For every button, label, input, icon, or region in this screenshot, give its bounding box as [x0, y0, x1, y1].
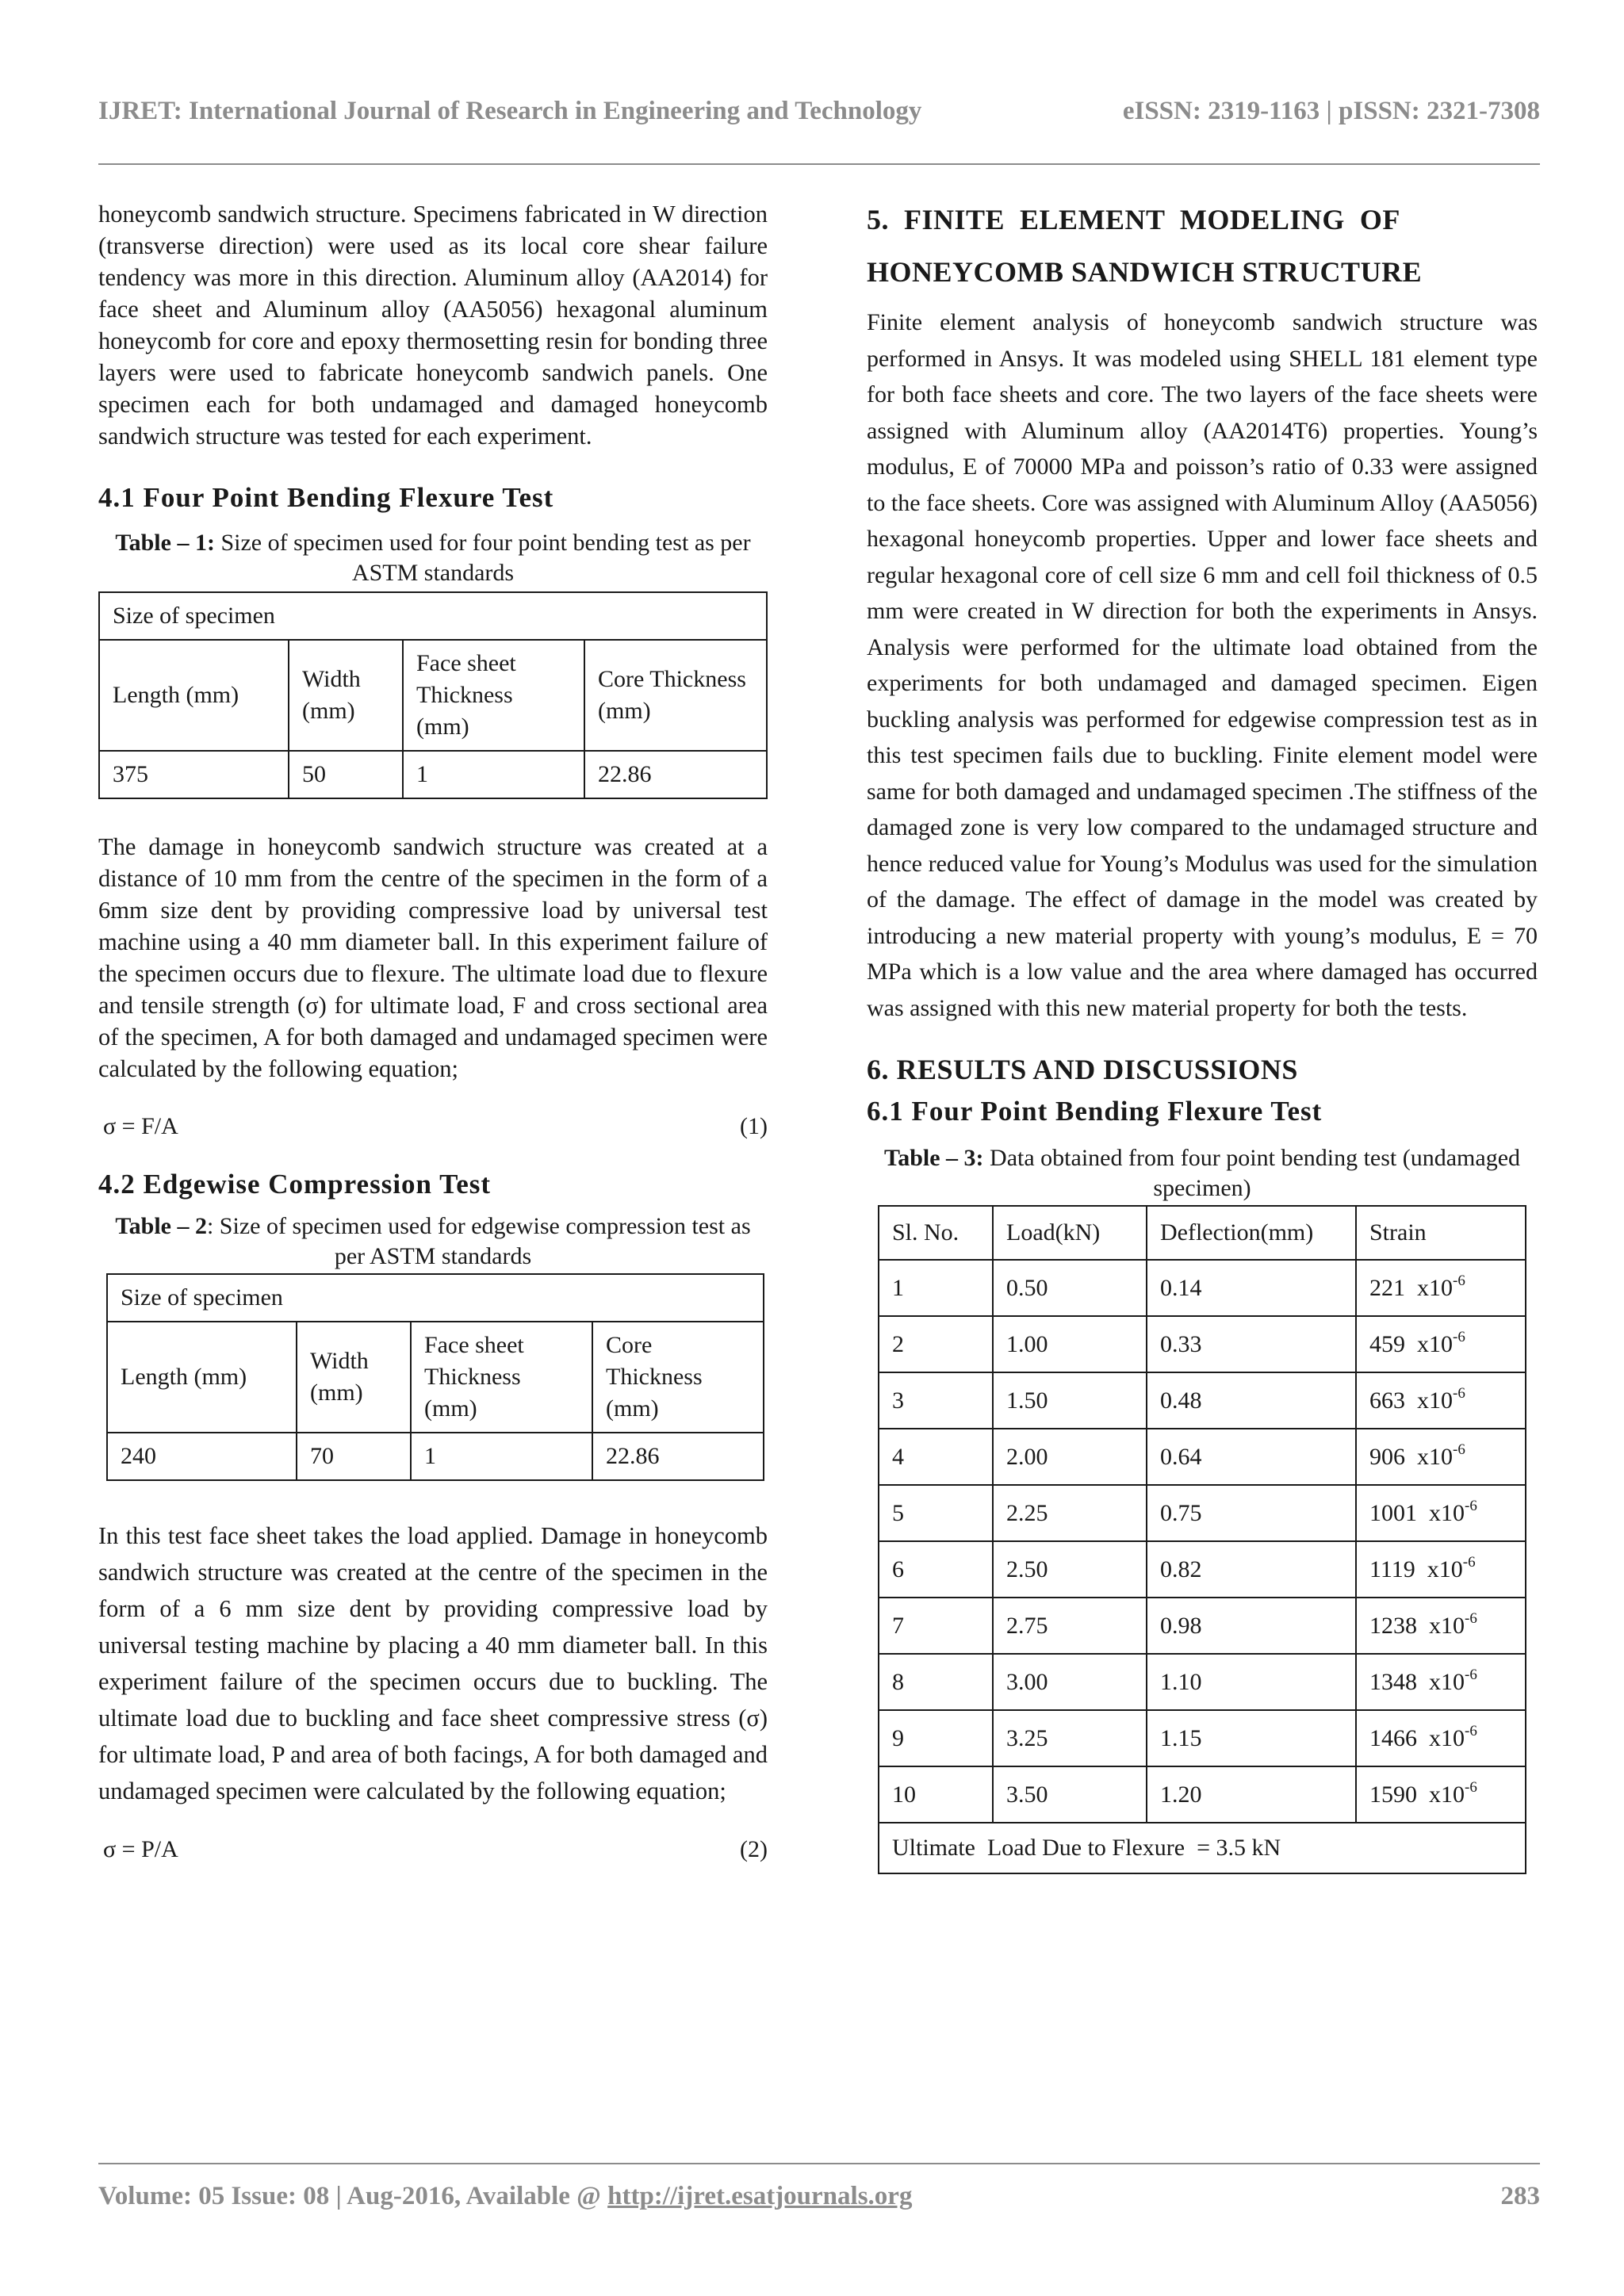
equation-1-number: (1) — [740, 1113, 768, 1139]
equation-2 — [98, 1836, 768, 1871]
section-4-1-title: 4.1 Four Point Bending Flexure Test — [98, 482, 554, 513]
page-header — [98, 97, 1540, 136]
left-column — [98, 198, 768, 1871]
table-3-cell: 0.75 — [1147, 1485, 1356, 1541]
section-4-2-title: 4.2 Edgewise Compression Test — [98, 1169, 492, 1200]
table-1-header: Core Thickness (mm) — [584, 640, 767, 751]
table-1-label: Table – 1: — [115, 530, 215, 556]
table-3-cell: 1.15 — [1147, 1710, 1356, 1766]
table-1 — [98, 591, 768, 799]
right-column — [867, 193, 1538, 1874]
section-5-title-line-2: HONEYCOMB SANDWICH STRUCTURE — [867, 256, 1423, 288]
table-3-header: Deflection(mm) — [1147, 1206, 1356, 1260]
table-3-cell: 0.98 — [1147, 1598, 1356, 1654]
table-1-cell: 50 — [289, 751, 403, 798]
strain-exponent: -6 — [1465, 1722, 1477, 1739]
table-2-header: Face sheet Thickness (mm) — [411, 1322, 592, 1433]
strain-value: 906 x10 — [1369, 1443, 1453, 1470]
section-5-title-line-1: 5. FINITE ELEMENT MODELING OF — [867, 204, 1400, 235]
table-3-cell: 2.50 — [993, 1541, 1147, 1598]
table-2-label: Table – 2 — [115, 1213, 207, 1239]
table-3-cell: 4 — [879, 1429, 993, 1485]
table-2-cell: 1 — [411, 1433, 592, 1480]
table-2-header: Width (mm) — [297, 1322, 411, 1433]
strain-value: 1590 x10 — [1369, 1781, 1465, 1808]
table-row — [879, 1260, 1526, 1316]
table-3-strain-cell — [1356, 1429, 1526, 1485]
table-3-strain-cell — [1356, 1598, 1526, 1654]
strain-exponent: -6 — [1465, 1609, 1477, 1627]
table-3-cell: 0.33 — [1147, 1316, 1356, 1372]
table-2-group: Size of specimen — [107, 1274, 764, 1322]
table-2-caption-text: : Size of specimen used for edgewise compression test as per ASTM standards — [206, 1213, 751, 1269]
journal-name: IJRET: International Journal of Research in Engineering and Technology — [98, 97, 922, 125]
table-3-strain-cell — [1356, 1541, 1526, 1598]
table-3-cell: 2.00 — [993, 1429, 1147, 1485]
table-3-cell: 2.75 — [993, 1598, 1147, 1654]
table-3-strain-cell — [1356, 1710, 1526, 1766]
strain-exponent: -6 — [1465, 1666, 1477, 1683]
table-1-header: Length (mm) — [99, 640, 289, 751]
strain-exponent: -6 — [1453, 1384, 1465, 1402]
equation-2-expression: σ = P/A — [103, 1836, 178, 1862]
table-2-cell: 240 — [107, 1433, 297, 1480]
table-row — [879, 1766, 1526, 1823]
table-3-footer: Ultimate Load Due to Flexure = 3.5 kN — [879, 1823, 1526, 1873]
table-3-cell: 1.50 — [993, 1372, 1147, 1429]
issn: eISSN: 2319-1163 | pISSN: 2321-7308 — [1122, 97, 1540, 125]
table-3-strain-cell — [1356, 1654, 1526, 1710]
strain-exponent: -6 — [1465, 1497, 1477, 1514]
damage-paragraph: The damage in honeycomb sandwich structure was created at a distance of 10 mm from the centre of the specimen in the form of a 6mm size dent by providing compressive load by universal test machine using a 40 mm diameter ball. In this experiment failure of the specimen occurs due to flexure. The ultimate load due to flexure and tensile strength (σ) for ultimate load, F and cross sectional area of the specimen, A for both damaged and undamaged specimen were calculated by the following equation; — [98, 833, 768, 1082]
table-1-caption — [98, 528, 768, 588]
footer-rule — [98, 2163, 1540, 2164]
table-3-header: Sl. No. — [879, 1206, 993, 1260]
strain-value: 1001 x10 — [1369, 1499, 1465, 1526]
strain-value: 1466 x10 — [1369, 1724, 1465, 1751]
table-2-cell: 70 — [297, 1433, 411, 1480]
table-3-cell: 6 — [879, 1541, 993, 1598]
table-3-cell: 0.82 — [1147, 1541, 1356, 1598]
page-number: 283 — [1500, 2182, 1540, 2210]
table-3-cell: 7 — [879, 1598, 993, 1654]
equation-1-expression: σ = F/A — [103, 1113, 178, 1139]
table-3-cell: 0.50 — [993, 1260, 1147, 1316]
table-3-cell: 3.50 — [993, 1766, 1147, 1823]
table-3-cell: 1.00 — [993, 1316, 1147, 1372]
table-1-cell: 22.86 — [584, 751, 767, 798]
strain-value: 459 x10 — [1369, 1330, 1453, 1357]
table-3-cell: 0.14 — [1147, 1260, 1356, 1316]
table-3-strain-cell — [1356, 1372, 1526, 1429]
strain-exponent: -6 — [1465, 1778, 1477, 1796]
section-6-1-title: 6.1 Four Point Bending Flexure Test — [867, 1096, 1323, 1127]
table-1-header: Face sheet Thickness (mm) — [403, 640, 584, 751]
table-3-caption-text: Data obtained from four point bending test (undamaged specimen) — [990, 1145, 1521, 1201]
strain-value: 663 x10 — [1369, 1387, 1453, 1414]
table-1-cell: 1 — [403, 751, 584, 798]
table-3-cell: 1 — [879, 1260, 993, 1316]
table-3-caption — [867, 1143, 1538, 1203]
table-3-strain-cell — [1356, 1485, 1526, 1541]
table-3-cell: 3.25 — [993, 1710, 1147, 1766]
strain-value: 221 x10 — [1369, 1274, 1453, 1301]
table-3-strain-cell — [1356, 1260, 1526, 1316]
strain-exponent: -6 — [1453, 1441, 1465, 1458]
intro-paragraph: honeycomb sandwich structure. Specimens fabricated in W direction (transverse direction) were used as its local core shear failure tendency was more in this direction. Aluminum alloy (AA2014) for face sheet and Aluminum alloy (AA5056) hexagonal aluminum honeycomb for core and epoxy thermosetting resin for bonding three layers were used to fabricate honeycomb sandwich panels. One specimen each for both undamaged and damaged honeycomb sandwich structure was tested for each experiment. — [98, 201, 768, 450]
table-3-cell: 0.64 — [1147, 1429, 1356, 1485]
table-3-label: Table – 3: — [883, 1145, 984, 1171]
table-3-cell: 3 — [879, 1372, 993, 1429]
table-3-cell: 1.10 — [1147, 1654, 1356, 1710]
table-3-cell: 9 — [879, 1710, 993, 1766]
table-3-cell: 2 — [879, 1316, 993, 1372]
table-row — [879, 1316, 1526, 1372]
fem-paragraph: Finite element analysis of honeycomb sandwich structure was performed in Ansys. It was modeled using SHELL 181 element type for both face sheets and core. The two layers of the face sheets were assigned with Aluminum alloy (AA2014T6) properties. Young’s modulus, E of 70000 MPa and poisson’s ratio of 0.33 were assigned to the face sheets. Core was assigned with Aluminum Alloy (AA5056) hexagonal honeycomb properties. Upper and lower face sheets and regular hexagonal core of cell size 6 mm and cell foil thickness of 0.5 mm were created in W direction for both the experiments in Ansys. Analysis were performed for the ultimate load obtained from the experiments for both undamaged and damaged specimen. Eigen buckling analysis was performed for edgewise compression test as in this test specimen fails due to buckling. Finite element model were same for both damaged and undamaged specimen .The stiffness of the damaged zone is very low compared to the undamaged structure and hence reduced value for Young’s Modulus was used for the simulation of the damage. The effect of damage in the model was created by introducing a new material property with young’s modulus, E = 70 MPa which is a low value and the area where damaged has occurred was assigned with this new material property for both the tests. — [867, 309, 1538, 1021]
equation-1 — [98, 1113, 768, 1148]
strain-value: 1348 x10 — [1369, 1668, 1465, 1695]
table-2-cell: 22.86 — [592, 1433, 764, 1480]
table-row — [879, 1541, 1526, 1598]
compression-paragraph: In this test face sheet takes the load applied. Damage in honeycomb sandwich structure was created at the centre of the specimen in the form of a 6 mm size dent by providing compressive load by universal testing machine by placing a 40 mm diameter ball. In this experiment failure of the specimen occurs due to buckling. The ultimate load due to buckling and face sheet compressive stress (σ) for ultimate load, P and area of both facings, A for both damaged and undamaged specimen were calculated by the following equation; — [98, 1522, 768, 1804]
table-1-cell: 375 — [99, 751, 289, 798]
table-3-cell: 0.48 — [1147, 1372, 1356, 1429]
table-row — [879, 1429, 1526, 1485]
strain-exponent: -6 — [1453, 1272, 1465, 1289]
table-2-caption — [98, 1211, 768, 1272]
table-row — [879, 1372, 1526, 1429]
page-footer — [98, 2182, 1540, 2221]
strain-value: 1238 x10 — [1369, 1612, 1465, 1639]
table-3-cell: 10 — [879, 1766, 993, 1823]
table-3-cell: 1.20 — [1147, 1766, 1356, 1823]
table-3-cell: 3.00 — [993, 1654, 1147, 1710]
table-3-strain-cell — [1356, 1316, 1526, 1372]
strain-exponent: -6 — [1462, 1553, 1476, 1571]
table-1-header: Width (mm) — [289, 640, 403, 751]
table-3-cell: 2.25 — [993, 1485, 1147, 1541]
table-1-caption-text: Size of specimen used for four point bending test as per ASTM standards — [220, 530, 751, 586]
table-3-header: Load(kN) — [993, 1206, 1147, 1260]
volume-info — [98, 2182, 912, 2211]
table-row — [879, 1485, 1526, 1541]
table-3-cell: 5 — [879, 1485, 993, 1541]
section-6-title: 6. RESULTS AND DISCUSSIONS — [867, 1054, 1298, 1085]
table-2-header: Length (mm) — [107, 1322, 297, 1433]
volume-text: Volume: 05 Issue: 08 | Aug-2016, Available @ — [98, 2182, 608, 2210]
table-2-header: Core Thickness (mm) — [592, 1322, 764, 1433]
table-3-body — [879, 1260, 1526, 1823]
strain-value: 1119 x10 — [1369, 1556, 1463, 1582]
table-3-cell: 8 — [879, 1654, 993, 1710]
table-3-header: Strain — [1356, 1206, 1526, 1260]
table-2 — [106, 1273, 764, 1481]
journal-link[interactable]: http://ijret.esatjournals.org — [607, 2182, 913, 2210]
header-rule — [98, 163, 1540, 165]
strain-exponent: -6 — [1453, 1328, 1465, 1345]
table-1-group: Size of specimen — [99, 592, 767, 640]
table-row — [879, 1710, 1526, 1766]
table-3 — [878, 1205, 1526, 1874]
table-row — [879, 1598, 1526, 1654]
equation-2-number: (2) — [740, 1836, 768, 1862]
table-row — [879, 1654, 1526, 1710]
table-3-strain-cell — [1356, 1766, 1526, 1823]
